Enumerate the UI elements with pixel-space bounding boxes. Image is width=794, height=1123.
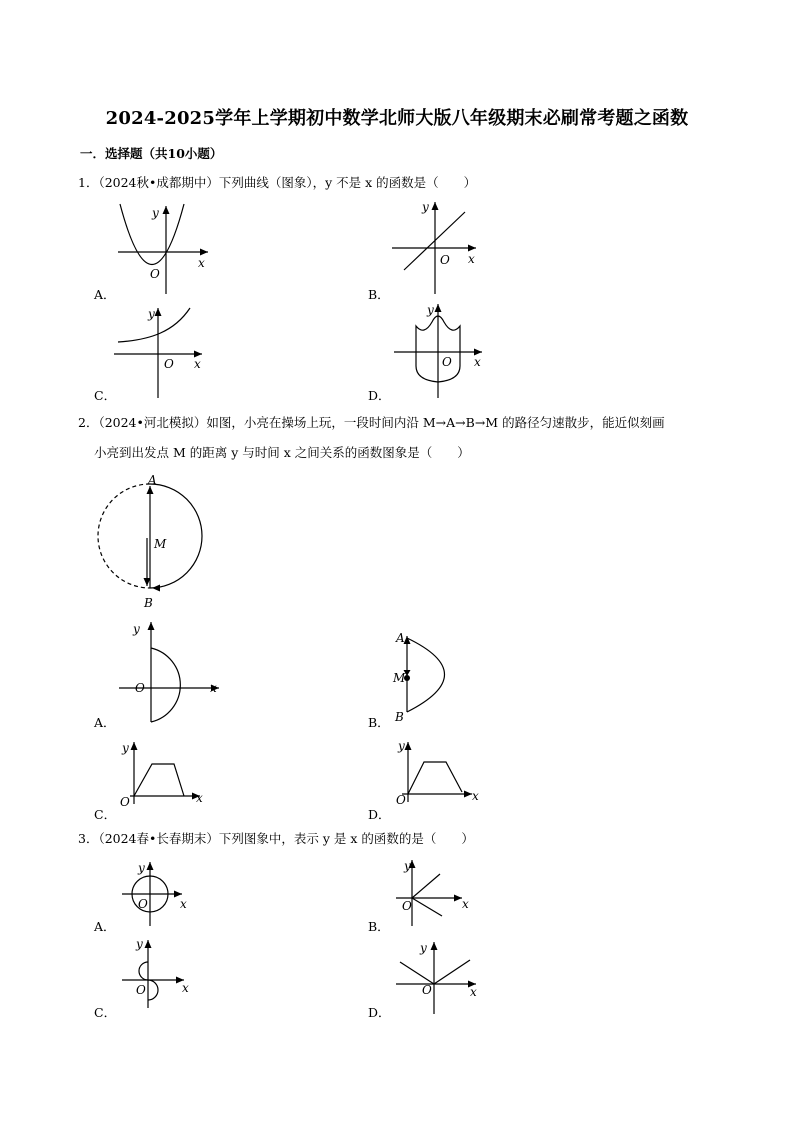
origin-label: O	[164, 357, 174, 371]
origin-label: O	[442, 355, 452, 369]
point-m-label: M	[393, 671, 406, 685]
axis-x-label: x	[474, 355, 481, 369]
q1-option-b-label: B．	[368, 287, 390, 302]
axis-y-label: y	[133, 622, 140, 636]
q3-option-b-label: B．	[368, 919, 390, 934]
q2-option-c-label: C．	[94, 807, 117, 822]
section-heading: 一．选择题（共10小题）	[80, 146, 223, 161]
axis-y-label: y	[427, 303, 434, 317]
q2-option-b-label: B．	[368, 715, 390, 730]
origin-label: O	[135, 681, 145, 695]
question-2	[78, 413, 665, 433]
origin-label: O	[136, 983, 146, 997]
axis-x-label: x	[194, 357, 201, 371]
q3-option-d-label: D．	[368, 1005, 391, 1020]
axis-y-label: y	[122, 741, 129, 755]
q3-option-d-graph	[392, 938, 487, 1016]
q1-option-d-graph	[390, 298, 490, 400]
q1-option-d-label: D．	[368, 388, 391, 403]
origin-label: O	[402, 899, 412, 913]
q1-option-a-label: A．	[94, 287, 116, 302]
question-1-text: 下列曲线（图象），y 不是 x 的函数是（ ）	[218, 175, 477, 190]
q1-option-c-label: C．	[94, 388, 117, 403]
q3-option-c-graph	[118, 936, 198, 1010]
origin-label: O	[120, 795, 130, 809]
origin-label: O	[396, 793, 406, 807]
origin-label: O	[150, 267, 160, 281]
axis-y-label: y	[152, 206, 159, 220]
q1-option-b-graph	[388, 196, 488, 296]
q3-option-c-label: C．	[94, 1005, 117, 1020]
question-2-source: （2024•河北模拟）	[98, 415, 207, 430]
point-b-label: B	[395, 710, 404, 724]
axis-x-label: x	[470, 985, 477, 999]
point-a-label: A	[396, 631, 405, 645]
page-title: 2024-2025学年上学期初中数学北师大版八年级期末必刷常考题之函数	[105, 108, 689, 129]
axis-x-label: x	[472, 789, 479, 803]
axis-y-label: y	[138, 861, 145, 875]
q2-option-d-graph	[390, 736, 490, 806]
axis-y-label: y	[420, 941, 427, 955]
question-3-source: （2024春•长春期末）	[98, 831, 219, 846]
point-b-label: B	[144, 596, 153, 610]
question-3	[78, 829, 474, 849]
point-m-label: M	[154, 537, 167, 551]
question-1-source: （2024秋•成都期中）	[98, 175, 219, 190]
q2-option-b-graph	[390, 628, 460, 724]
q1-option-c-graph	[110, 302, 210, 400]
origin-label: O	[138, 897, 148, 911]
question-2-line2: 小亮到出发点 M 的距离 y 与时间 x 之间关系的函数图象是（ ）	[94, 445, 470, 460]
q2-option-d-label: D．	[368, 807, 391, 822]
question-3-text: 下列图象中，表示 y 是 x 的函数的是（ ）	[218, 831, 474, 846]
axis-y-label: y	[404, 859, 411, 873]
origin-label: O	[440, 253, 450, 267]
q2-option-a-label: A．	[94, 715, 116, 730]
axis-x-label: x	[182, 981, 189, 995]
q3-option-a-label: A．	[94, 919, 116, 934]
origin-label: O	[422, 983, 432, 997]
axis-x-label: x	[180, 897, 187, 911]
q2-option-a-graph	[115, 618, 225, 726]
axis-x-label: x	[210, 681, 217, 695]
question-2-text-line1: 如图，小亮在操场上玩，一段时间内沿 M→A→B→M 的路径匀速散步，能近似刻画	[206, 415, 665, 430]
axis-y-label: y	[136, 937, 143, 951]
q1-option-a-graph	[110, 200, 220, 296]
axis-y-label: y	[148, 307, 155, 321]
question-3-number: 3．	[78, 831, 99, 846]
axis-y-label: y	[398, 739, 405, 753]
q2-path-figure	[90, 472, 215, 614]
axis-x-label: x	[196, 791, 203, 805]
question-2-number: 2．	[78, 415, 99, 430]
q2-option-c-graph	[116, 736, 216, 809]
q3-option-b-graph	[392, 856, 482, 928]
question-1	[78, 173, 476, 193]
q3-option-a-graph	[118, 856, 198, 928]
axis-y-label: y	[422, 200, 429, 214]
axis-x-label: x	[462, 897, 469, 911]
question-1-number: 1．	[78, 175, 99, 190]
axis-x-label: x	[468, 252, 475, 266]
point-a-label: A	[148, 473, 157, 487]
axis-x-label: x	[198, 256, 205, 270]
